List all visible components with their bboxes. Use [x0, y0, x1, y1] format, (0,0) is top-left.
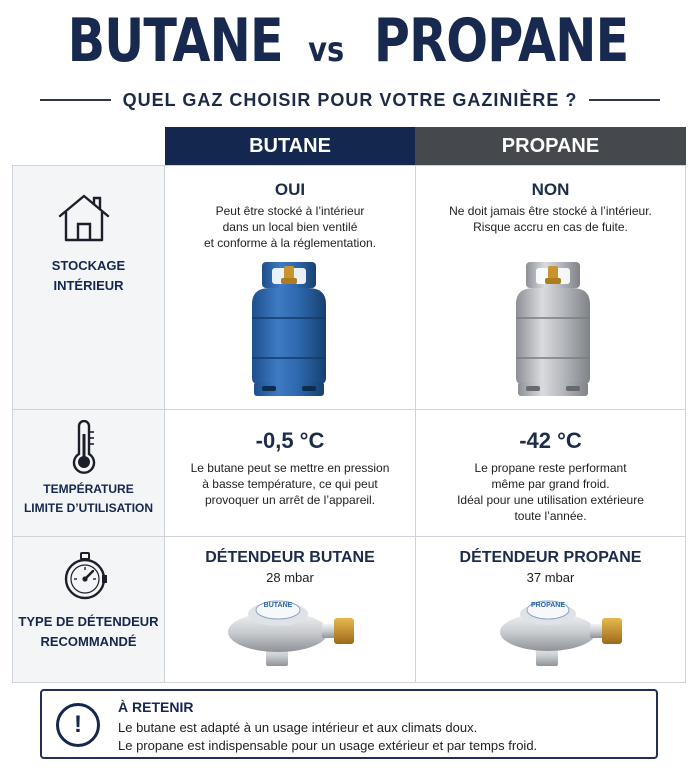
- key-takeaway-box: [40, 689, 658, 759]
- propane-regulator-title: DÉTENDEUR PROPANE: [459, 549, 642, 566]
- table-divider-horizontal: [12, 536, 686, 537]
- propane-storage-description: [415, 203, 686, 235]
- propane-regulator-pressure: 37 mbar: [526, 570, 575, 585]
- table-divider-vertical: [415, 165, 416, 683]
- propane-temperature-description: [415, 460, 686, 524]
- row-label-temperature: [13, 480, 164, 518]
- subtitle-rule-left: [40, 99, 111, 101]
- subtitle: QUEL GAZ CHOISIR POUR VOTRE GAZINIÈRE ?: [122, 89, 578, 110]
- subtitle-rule-right: [589, 99, 660, 101]
- propane-temperature-value: -42 °C: [519, 428, 582, 453]
- propane-regulator-image: [496, 590, 626, 672]
- text-line: toute l’année.: [514, 509, 587, 523]
- pressure-gauge-icon: [62, 551, 108, 601]
- text-line: Le propane reste performant: [474, 461, 627, 475]
- text-line: à basse température, ce qui peut: [202, 477, 378, 491]
- column-header-butane: BUTANE: [165, 127, 415, 165]
- propane-cylinder-image: [510, 258, 596, 400]
- butane-storage-answer: OUI: [274, 180, 306, 199]
- text-line: Ne doit jamais être stocké à l’intérieur.: [449, 204, 652, 218]
- title-propane: PROPANE: [373, 6, 629, 76]
- propane-regulator-label: PROPANE: [530, 602, 566, 609]
- exclamation-icon: !: [56, 703, 100, 747]
- row-label-line: LIMITE D’UTILISATION: [23, 501, 154, 515]
- subtitle-row: [40, 88, 660, 112]
- text-line: dans un local bien ventilé: [222, 220, 358, 234]
- row-label-regulator: [13, 612, 164, 652]
- column-header-propane: PROPANE: [415, 127, 686, 165]
- row-label-storage: [13, 256, 164, 296]
- row-label-line: TYPE DE DÉTENDEUR: [18, 614, 159, 629]
- butane-temperature-description: [165, 460, 415, 508]
- butane-regulator-drawing: [226, 588, 356, 670]
- row-label-line: TEMPÉRATURE: [43, 482, 134, 496]
- key-takeaway-line: Le propane est indispensable pour un usage extérieur et par temps froid.: [118, 738, 538, 753]
- title-vs: vs: [308, 30, 345, 70]
- text-line: Idéal pour une utilisation extérieure: [457, 493, 644, 507]
- text-line: Le butane peut se mettre en pression: [190, 461, 390, 475]
- text-line: Peut être stocké à l’intérieur: [215, 204, 365, 218]
- text-line: provoquer un arrêt de l’appareil.: [204, 493, 376, 507]
- row-label-line: STOCKAGE: [51, 258, 126, 273]
- propane-storage-answer: NON: [531, 180, 570, 199]
- main-title: [0, 6, 700, 76]
- butane-regulator-pressure: 28 mbar: [266, 570, 314, 585]
- butane-regulator-image: [226, 588, 356, 670]
- row-label-line: INTÉRIEUR: [53, 278, 124, 293]
- text-line: Risque accru en cas de fuite.: [473, 220, 628, 234]
- butane-storage-description: [165, 203, 415, 251]
- text-line: et conforme à la réglementation.: [203, 236, 377, 250]
- table-divider-horizontal: [12, 409, 686, 410]
- row-label-line: RECOMMANDÉ: [40, 634, 137, 649]
- butane-regulator-title: DÉTENDEUR BUTANE: [205, 549, 375, 566]
- butane-temperature-value: -0,5 °C: [255, 428, 325, 453]
- key-takeaway-line: Le butane est adapté à un usage intérieur et aux climats doux.: [118, 720, 478, 735]
- text-line: même par grand froid.: [491, 477, 610, 491]
- butane-regulator-label: BUTANE: [263, 602, 293, 609]
- house-icon: [56, 192, 112, 244]
- thermometer-icon: [70, 420, 98, 474]
- title-butane: BUTANE: [67, 6, 283, 76]
- butane-cylinder-image: [246, 258, 332, 400]
- key-takeaway-title: À RETENIR: [118, 699, 194, 715]
